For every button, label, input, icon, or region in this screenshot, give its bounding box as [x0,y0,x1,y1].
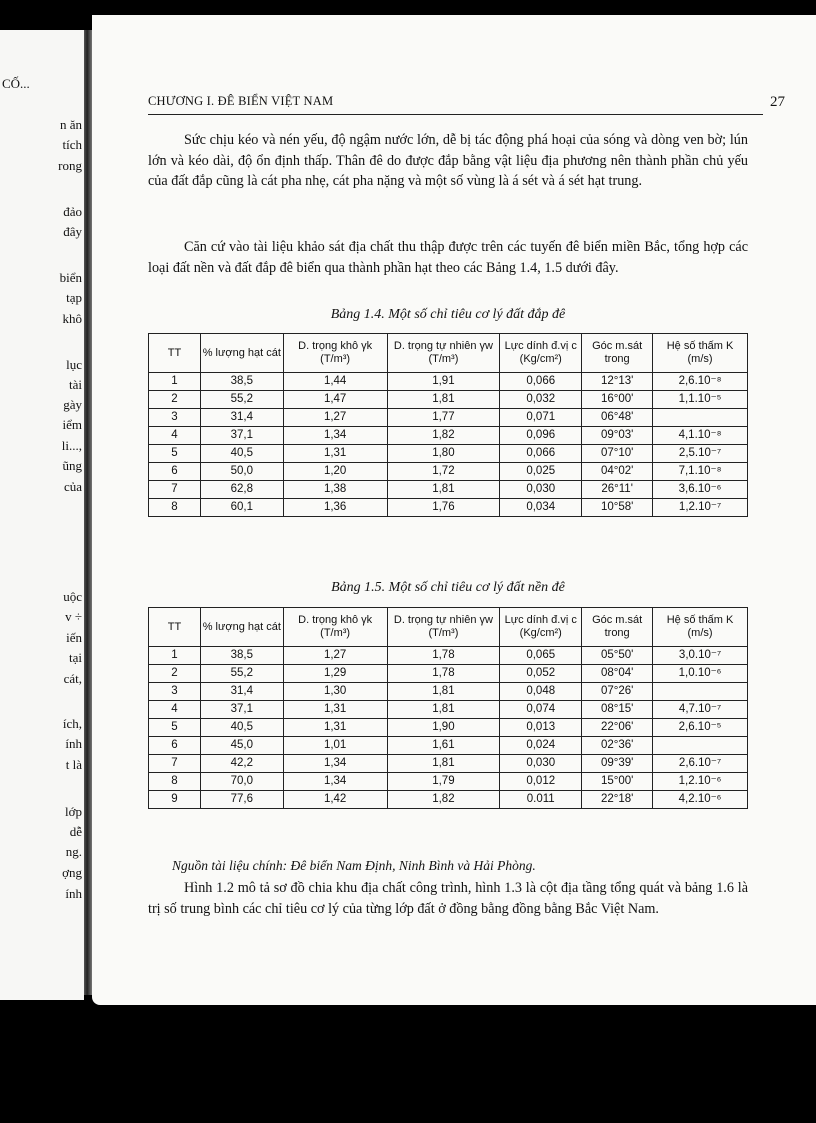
table-header-cell: D. trọng khô γk (T/m³) [283,608,387,647]
table-cell: 1 [149,647,201,665]
table-cell: 0,030 [500,755,582,773]
table-cell: 45,0 [200,737,283,755]
left-page-text-fragment: CỐ... [2,76,30,91]
book-page [92,15,816,1005]
table-cell: 16°00' [582,391,653,409]
table-cell: 8 [149,773,201,791]
table-cell: 38,5 [200,373,283,391]
table-cell: 62,8 [200,481,283,499]
table-cell: 1,2.10⁻⁷ [653,499,748,517]
left-page-text-fragment: gày [63,397,82,412]
table-cell: 40,5 [200,719,283,737]
table-cell: 05°50' [582,647,653,665]
table-row [149,391,748,409]
table-cell: 07°10' [582,445,653,463]
table-cell: 1,27 [283,409,387,427]
table-cell: 1,76 [387,499,500,517]
table-row [149,463,748,481]
left-page-fragment [0,30,84,1000]
left-page-text-fragment: đây [63,224,82,239]
table-header-cell: TT [149,608,201,647]
paragraph-3: Hình 1.2 mô tả sơ đồ chia khu địa chất công trình, hình 1.3 là cột địa tầng tổng quát và bảng 1.6 là trị số trung bình các chỉ tiêu cơ lý của từng lớp đất ở đồng bằng đồng bằng Bắc Việt Nam. [148,880,748,917]
table-header-cell: Lực dính đ.vị c (Kg/cm²) [500,334,582,373]
table-cell: 1,31 [283,719,387,737]
table-cell: 1,80 [387,445,500,463]
left-page-text-fragment: đảo [63,204,82,219]
table-cell: 42,2 [200,755,283,773]
table-header-cell: D. trọng tự nhiên γw (T/m³) [387,334,500,373]
table-row [149,445,748,463]
table-cell: 3 [149,409,201,427]
table-cell: 07°26' [582,683,653,701]
table-cell: 3,6.10⁻⁶ [653,481,748,499]
left-page-text-fragment: ính [65,886,82,901]
left-page-text-fragment: ợng [62,865,82,880]
table-cell: 15°00' [582,773,653,791]
table-cell: 40,5 [200,445,283,463]
page-number: 27 [770,94,785,110]
table-cell [653,683,748,701]
table-cell: 0,013 [500,719,582,737]
chapter-title: CHƯƠNG I. ĐÊ BIỂN VIỆT NAM [148,94,334,108]
left-page-text-fragment: uộc [63,589,82,604]
table-cell: 7,1.10⁻⁸ [653,463,748,481]
table-cell: 1,61 [387,737,500,755]
table-cell: 04°02' [582,463,653,481]
table-cell: 1,34 [283,755,387,773]
table-cell: 0,024 [500,737,582,755]
left-page-text-fragment: tài [69,377,82,392]
table-cell: 7 [149,755,201,773]
table-cell: 22°18' [582,791,653,809]
left-page-text-fragment: biển [59,270,82,285]
table-row [149,499,748,517]
left-page-text-fragment: n ăn [59,117,82,132]
left-page-text-fragment: iểm [62,417,82,432]
table-cell: 1,42 [283,791,387,809]
table-row [149,791,748,809]
left-page-text-fragment: t là [65,757,82,772]
table-cell: 77,6 [200,791,283,809]
table-cell: 22°06' [582,719,653,737]
table-cell: 4,1.10⁻⁸ [653,427,748,445]
table-cell: 2,6.10⁻⁸ [653,373,748,391]
left-page-text-fragment: rong [58,158,82,173]
table-cell: 4 [149,701,201,719]
table-header-cell: Góc m.sát trong [582,334,653,373]
table-cell: 1,81 [387,683,500,701]
table-cell: 6 [149,737,201,755]
table-cell: 1,29 [283,665,387,683]
table-cell: 4,7.10⁻⁷ [653,701,748,719]
table-cell: 3,0.10⁻⁷ [653,647,748,665]
table-cell: 26°11' [582,481,653,499]
table-cell: 1,31 [283,701,387,719]
table-cell: 10°58' [582,499,653,517]
left-page-text-fragment: v ÷ [65,609,82,624]
table-cell: 55,2 [200,391,283,409]
table-cell: 0,012 [500,773,582,791]
table-cell: 1,72 [387,463,500,481]
left-page-text-fragment: iến [66,630,82,645]
table-cell: 4,2.10⁻⁶ [653,791,748,809]
table-cell: 02°36' [582,737,653,755]
table-cell: 5 [149,719,201,737]
left-page-text-fragment: ính [65,736,82,751]
table-row [149,481,748,499]
table-cell [653,737,748,755]
table-header-cell: % lượng hạt cát [200,334,283,373]
table-cell: 31,4 [200,409,283,427]
left-page-text-fragment: của [63,479,82,494]
table-cell: 55,2 [200,665,283,683]
table-cell: 1,34 [283,773,387,791]
left-page-text-fragment: dễ [69,824,82,839]
table-cell: 37,1 [200,701,283,719]
source-note: Nguồn tài liệu chính: Đê biển Nam Định, Ninh Bình và Hải Phòng. [172,858,536,873]
table-cell: 8 [149,499,201,517]
table2-caption: Bảng 1.5. Một số chỉ tiêu cơ lý đất nền đê [331,580,565,595]
table-cell: 1 [149,373,201,391]
table-cell: 2 [149,391,201,409]
left-page-text-fragment: khô [62,311,82,326]
table-cell: 2,6.10⁻⁷ [653,755,748,773]
table-cell: 70,0 [200,773,283,791]
table-cell: 1,36 [283,499,387,517]
table-header-cell: TT [149,334,201,373]
table-cell: 1,01 [283,737,387,755]
table-cell: 2,5.10⁻⁷ [653,445,748,463]
table-cell: 1,47 [283,391,387,409]
table-cell: 0,048 [500,683,582,701]
table-cell: 0,034 [500,499,582,517]
table-cell: 1,20 [283,463,387,481]
table-cell: 1,30 [283,683,387,701]
table-cell: 1,34 [283,427,387,445]
running-header [148,90,785,115]
left-page-text-fragment: lớp [65,804,82,819]
table-cell: 1,78 [387,665,500,683]
table-cell: 5 [149,445,201,463]
table-cell: 7 [149,481,201,499]
table-cell: 0,032 [500,391,582,409]
table-cell: 4 [149,427,201,445]
table-cell: 1,79 [387,773,500,791]
table-header-cell: % lượng hạt cát [200,608,283,647]
table-cell: 0,065 [500,647,582,665]
table-cell: 0,071 [500,409,582,427]
table-cell: 1,0.10⁻⁶ [653,665,748,683]
table-cell: 50,0 [200,463,283,481]
table-cell [653,409,748,427]
left-page-text-fragment: ng. [65,844,82,859]
table-header-cell: Hệ số thấm K (m/s) [653,334,748,373]
table-cell: 08°04' [582,665,653,683]
table-row [149,719,748,737]
table-row [149,755,748,773]
left-page-text-fragment: li..., [61,438,82,453]
table-cell: 3 [149,683,201,701]
table-cell: 1,44 [283,373,387,391]
table-cell: 09°39' [582,755,653,773]
left-page-text-fragment: cát, [63,671,82,686]
table-header-cell: Lực dính đ.vị c (Kg/cm²) [500,608,582,647]
table-cell: 06°48' [582,409,653,427]
left-page-text-fragment: tại [69,650,82,665]
table-cell: 0,052 [500,665,582,683]
table-cell: 6 [149,463,201,481]
table-soil-foundation [148,607,748,809]
table-row [149,647,748,665]
table-cell: 0.011 [500,791,582,809]
left-page-text-fragment: ũng [62,458,82,473]
table-cell: 0,025 [500,463,582,481]
table-row [149,701,748,719]
table-cell: 0,066 [500,373,582,391]
table-cell: 60,1 [200,499,283,517]
table-header-cell: Góc m.sát trong [582,608,653,647]
left-page-text-fragment: tạp [66,290,82,305]
table-cell: 1,90 [387,719,500,737]
table-cell: 38,5 [200,647,283,665]
table-cell: 1,91 [387,373,500,391]
table-cell: 1,77 [387,409,500,427]
table-cell: 31,4 [200,683,283,701]
left-page-text-fragment: ích, [62,716,82,731]
table-cell: 1,81 [387,701,500,719]
table-soil-embankment [148,333,748,517]
table-header-cell: D. trọng tự nhiên γw (T/m³) [387,608,500,647]
table-cell: 1,31 [283,445,387,463]
table-cell: 1,82 [387,427,500,445]
table-row [149,373,748,391]
table-cell: 1,81 [387,391,500,409]
table-header-cell: Hệ số thấm K (m/s) [653,608,748,647]
table-cell: 1,1.10⁻⁵ [653,391,748,409]
table-cell: 2 [149,665,201,683]
table-cell: 2,6.10⁻⁵ [653,719,748,737]
table-cell: 0,096 [500,427,582,445]
table-cell: 12°13' [582,373,653,391]
table-row [149,773,748,791]
table-cell: 37,1 [200,427,283,445]
table-cell: 0,074 [500,701,582,719]
table-row [149,737,748,755]
table-cell: 1,81 [387,481,500,499]
table-cell: 1,78 [387,647,500,665]
left-page-text-fragment: lục [66,357,82,372]
table-cell: 9 [149,791,201,809]
table-cell: 1,82 [387,791,500,809]
book-gutter [84,30,92,995]
table-cell: 1,81 [387,755,500,773]
table-cell: 1,27 [283,647,387,665]
table-header-cell: D. trọng khô γk (T/m³) [283,334,387,373]
table-cell: 09°03' [582,427,653,445]
table-row [149,427,748,445]
table-cell: 1,38 [283,481,387,499]
table-cell: 0,030 [500,481,582,499]
table-cell: 1,2.10⁻⁶ [653,773,748,791]
paragraph-2: Căn cứ vào tài liệu khảo sát địa chất thu thập được trên các tuyến đê biển miền Bắc, tổng hợp các loại đất nền và đất đắp đê biển qua thành phần hạt theo các Bảng 1.4, 1.5 dưới đây. [148,239,748,276]
table-row [149,665,748,683]
table1-caption: Bảng 1.4. Một số chỉ tiêu cơ lý đất đắp đê [330,307,566,322]
table-row [149,409,748,427]
table-cell: 0,066 [500,445,582,463]
left-page-text-fragment: tích [62,137,82,152]
paragraph-1: Sức chịu kéo và nén yếu, độ ngậm nước lớn, dễ bị tác động phá hoại của sóng và dòng ven bờ; lún lớn và kéo dài, độ ổn định thấp. Thân đê do được đắp bằng vật liệu địa phương nên thành phần chủ yếu của đất đắp cũng là cát pha nhẹ, cát pha nặng và một số vùng là á sét và á sét hạt trung. [148,132,748,189]
table-cell: 08°15' [582,701,653,719]
table-row [149,683,748,701]
